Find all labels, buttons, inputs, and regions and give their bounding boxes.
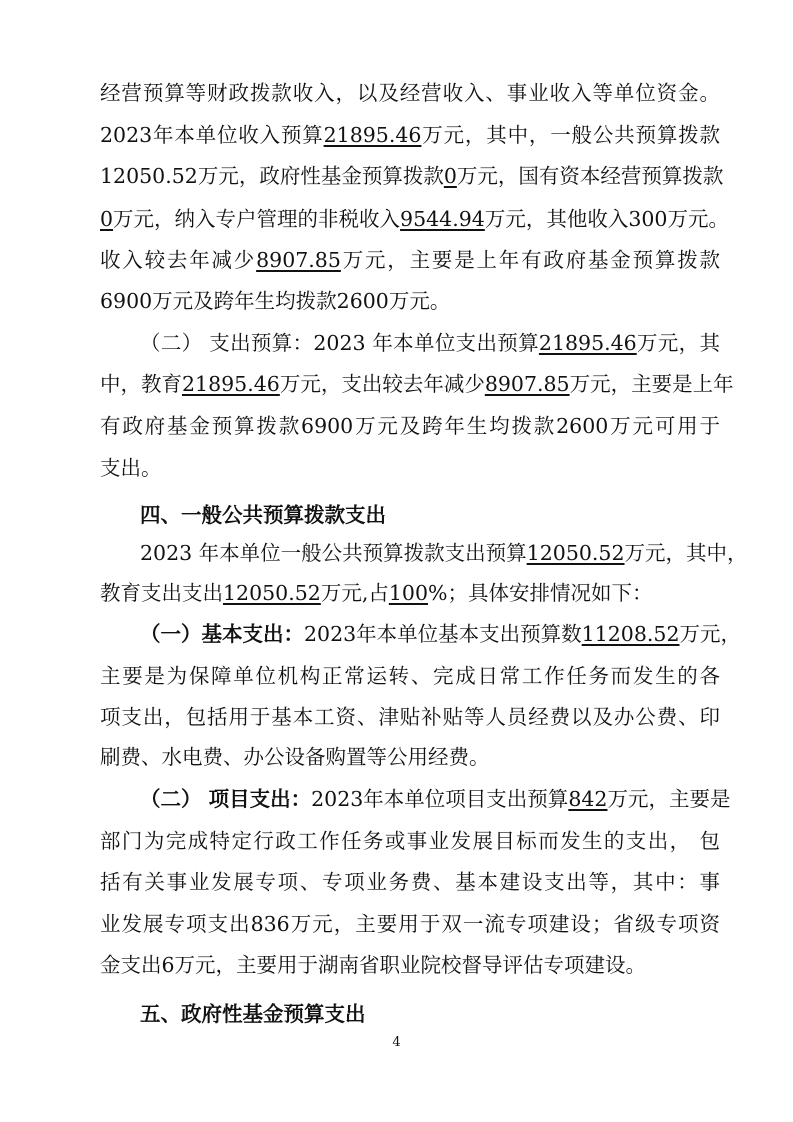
paragraph-line: 中，教育21895.46万元，支出较去年减少8907.85万元，主要是上年 (100, 372, 734, 396)
paragraph-line: 2023 年本单位一般公共预算拨款支出预算12050.52万元，其中， (140, 541, 748, 565)
nontax-income-value: 9544.94 (400, 207, 485, 231)
state-capital-value: 0 (100, 207, 114, 231)
paragraph-line: 12050.52万元，政府性基金预算拨款0万元，国有资本经营预算拨款 (100, 164, 724, 188)
paragraph-line: 经营预算等财政拨款收入，以及经营收入、事业收入等单位资金。 (100, 81, 720, 105)
paragraph-line: 教育支出支出12050.52万元,占100%；具体安排情况如下： (100, 581, 653, 605)
paragraph-line: 有政府基金预算拨款6900万元及跨年生均拨款2600万元可用于 (100, 414, 720, 438)
paragraph-line: 括有关事业发展专项、专项业务费、基本建设支出等，其中：事 (100, 870, 720, 894)
paragraph-line: 6900万元及跨年生均拨款2600万元。 (100, 289, 451, 313)
paragraph-line: （一）基本支出：2023年本单位基本支出预算数11208.52万元， (140, 622, 741, 646)
paragraph-line: 0万元，纳入专户管理的非税收入9544.94万元，其他收入300万元。 (100, 207, 729, 231)
income-total: 21895.46 (323, 123, 422, 147)
paragraph-line: 刷费、水电费、办公设备购置等公用经费。 (100, 745, 490, 769)
paragraph-line: （二） 支出预算：2023 年本单位支出预算21895.46万元，其 (140, 331, 721, 355)
paragraph-line: 收入较去年减少8907.85万元，主要是上年有政府基金预算拨款 (100, 248, 721, 272)
section-heading: 四、一般公共预算拨款支出 (140, 503, 386, 527)
expense-decrease-value: 8907.85 (484, 372, 570, 396)
project-expense-value: 842 (568, 787, 608, 811)
paragraph-line: 2023年本单位收入预算21895.46万元，其中，一般公共预算拨款 (100, 123, 721, 147)
paragraph-line: 支出。 (100, 456, 162, 480)
education-general-expense: 12050.52 (223, 581, 321, 605)
general-budget-expense: 12050.52 (526, 541, 625, 565)
education-expense: 21895.46 (182, 372, 280, 396)
basic-expense-value: 11208.52 (581, 622, 680, 646)
paragraph-line: 金支出6万元，主要用于湖南省职业院校督导评估专项建设。 (100, 953, 647, 977)
paragraph-line: 项支出，包括用于基本工资、津贴补贴等人员经费以及办公费、印 (100, 705, 720, 729)
page-number: 4 (392, 1035, 401, 1050)
fund-budget-value: 0 (443, 164, 457, 188)
paragraph-line: （二） 项目支出：2023年本单位项目支出预算842万元，主要是 (140, 787, 731, 811)
percent-value: 100 (388, 581, 428, 605)
income-decrease-value: 8907.85 (256, 248, 341, 272)
paragraph-line: 部门为完成特定行政工作任务或事业发展目标而发生的支出， 包 (100, 829, 720, 853)
expense-total: 21895.46 (538, 331, 637, 355)
paragraph-line: 业发展专项支出836万元，主要用于双一流专项建设；省级专项资 (100, 912, 720, 936)
paragraph-line: 主要是为保障单位机构正常运转、完成日常工作任务而发生的各 (100, 664, 720, 688)
section-heading: 五、政府性基金预算支出 (140, 1002, 366, 1026)
